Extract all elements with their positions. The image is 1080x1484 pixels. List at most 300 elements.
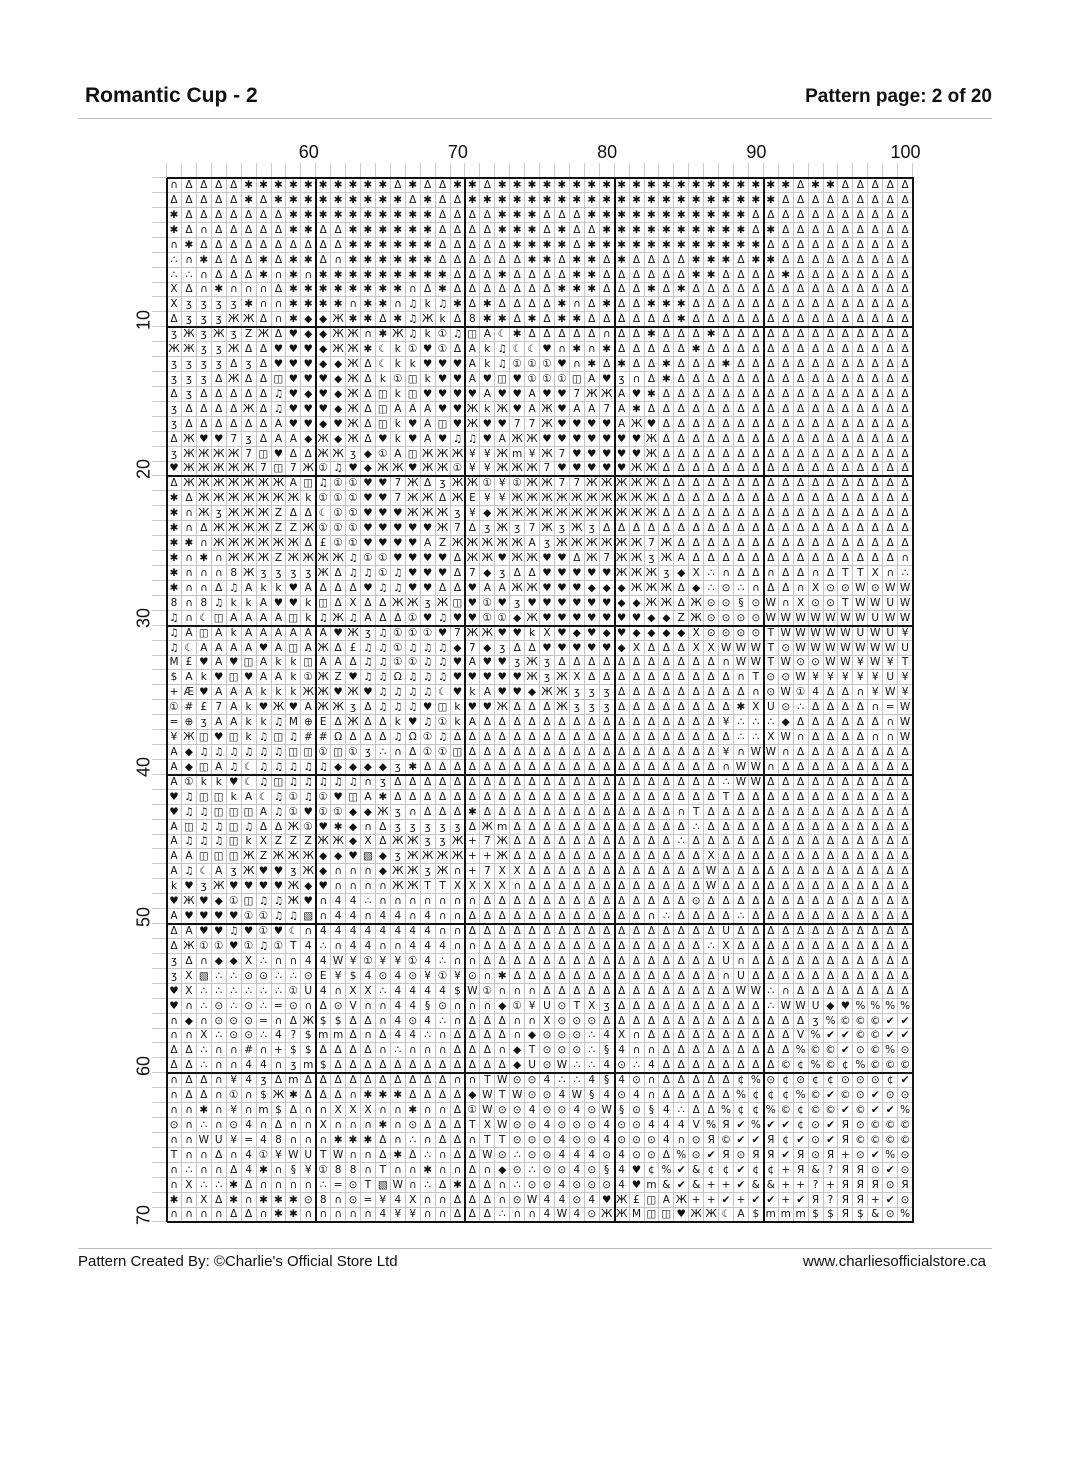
grid-cell: ⊙ bbox=[630, 1133, 645, 1148]
grid-cell: ∩ bbox=[450, 954, 465, 969]
grid-cell: ʒ bbox=[659, 566, 674, 581]
grid-cell: ʒ bbox=[167, 447, 182, 462]
grid-cell: Ж bbox=[271, 700, 286, 715]
grid-cell: A bbox=[585, 372, 600, 387]
blank-cell bbox=[152, 790, 167, 805]
grid-cell: ∩ bbox=[406, 894, 421, 909]
grid-cell: Δ bbox=[764, 1058, 779, 1073]
grid-cell: 4 bbox=[615, 1148, 630, 1163]
grid-cell: ∩ bbox=[436, 1043, 451, 1058]
grid-cell: Δ bbox=[823, 447, 838, 462]
grid-cell: Δ bbox=[525, 760, 540, 775]
grid-cell: ♫ bbox=[227, 924, 242, 939]
grid-cell: Δ bbox=[257, 402, 272, 417]
grid-cell: Δ bbox=[764, 834, 779, 849]
grid-cell: Δ bbox=[615, 864, 630, 879]
grid-cell: A bbox=[242, 611, 257, 626]
grid-cell: ✱ bbox=[659, 297, 674, 312]
grid-cell: Δ bbox=[764, 805, 779, 820]
grid-cell: Δ bbox=[644, 894, 659, 909]
grid-cell: ∩ bbox=[242, 1088, 257, 1103]
grid-cell: ♫ bbox=[316, 760, 331, 775]
grid-cell: ◆ bbox=[182, 760, 197, 775]
grid-cell: Δ bbox=[510, 790, 525, 805]
grid-cell: Δ bbox=[764, 282, 779, 297]
grid-cell: ⊙ bbox=[540, 1178, 555, 1193]
grid-cell: Δ bbox=[555, 894, 570, 909]
grid-cell: Δ bbox=[615, 805, 630, 820]
grid-cell: Δ bbox=[764, 849, 779, 864]
grid-cell: Δ bbox=[704, 984, 719, 999]
grid-cell: M bbox=[630, 1207, 645, 1222]
grid-cell: ⊙ bbox=[212, 1014, 227, 1029]
grid-cell: ① bbox=[510, 357, 525, 372]
grid-cell: ① bbox=[525, 372, 540, 387]
grid-cell: ① bbox=[286, 984, 301, 999]
grid-cell: ⊙ bbox=[868, 1163, 883, 1178]
grid-cell: ∩ bbox=[421, 1207, 436, 1222]
grid-cell: Ж bbox=[510, 536, 525, 551]
grid-cell: ✱ bbox=[212, 282, 227, 297]
grid-cell: X bbox=[465, 879, 480, 894]
grid-cell: ʒ bbox=[197, 372, 212, 387]
grid-cell: ✱ bbox=[734, 238, 749, 253]
grid-cell: Δ bbox=[540, 327, 555, 342]
grid-cell: Δ bbox=[883, 969, 898, 984]
grid-cell: Δ bbox=[689, 327, 704, 342]
grid-cell: Δ bbox=[898, 939, 913, 954]
grid-cell: ◫ bbox=[376, 387, 391, 402]
grid-cell: Δ bbox=[615, 327, 630, 342]
grid-cell: Δ bbox=[436, 775, 451, 790]
grid-cell: ∩ bbox=[450, 1014, 465, 1029]
grid-cell: ▧ bbox=[197, 969, 212, 984]
grid-cell: A bbox=[615, 387, 630, 402]
grid-cell: ✱ bbox=[809, 178, 824, 193]
grid-cell: ♥ bbox=[301, 402, 316, 417]
grid-cell: ⊙ bbox=[853, 1043, 868, 1058]
grid-cell: X bbox=[182, 984, 197, 999]
grid-cell: ʒ bbox=[510, 521, 525, 536]
blank-cell bbox=[152, 581, 167, 596]
grid-cell: W bbox=[779, 730, 794, 745]
grid-cell: ✔ bbox=[838, 1028, 853, 1043]
grid-cell: ① bbox=[436, 715, 451, 730]
grid-cell: ∩ bbox=[465, 999, 480, 1014]
grid-cell: Δ bbox=[600, 909, 615, 924]
grid-cell: Ж bbox=[480, 820, 495, 835]
grid-cell: W bbox=[555, 1207, 570, 1222]
grid-cell: Δ bbox=[421, 1088, 436, 1103]
grid-cell: ∩ bbox=[227, 282, 242, 297]
grid-cell: Ж bbox=[212, 461, 227, 476]
grid-cell: Ж bbox=[644, 447, 659, 462]
grid-cell: A bbox=[167, 820, 182, 835]
grid-cell: ∩ bbox=[212, 1073, 227, 1088]
grid-cell: ∩ bbox=[376, 879, 391, 894]
grid-cell: Δ bbox=[674, 506, 689, 521]
grid-cell: Δ bbox=[689, 297, 704, 312]
grid-cell: Δ bbox=[421, 790, 436, 805]
grid-cell: 7 bbox=[257, 461, 272, 476]
grid-cell: Δ bbox=[764, 432, 779, 447]
grid-cell: Δ bbox=[823, 775, 838, 790]
grid-cell: Δ bbox=[465, 297, 480, 312]
grid-cell: Δ bbox=[794, 387, 809, 402]
grid-cell: ✱ bbox=[525, 238, 540, 253]
grid-cell: Δ bbox=[570, 223, 585, 238]
grid-cell: Δ bbox=[197, 387, 212, 402]
grid-cell: ✔ bbox=[779, 1118, 794, 1133]
grid-cell: Δ bbox=[674, 1073, 689, 1088]
grid-cell: Δ bbox=[809, 372, 824, 387]
grid-cell: ① bbox=[406, 626, 421, 641]
grid-cell: ◆ bbox=[316, 327, 331, 342]
grid-cell: © bbox=[883, 1058, 898, 1073]
major-gridline bbox=[315, 178, 317, 1222]
grid-cell: ✱ bbox=[689, 223, 704, 238]
grid-cell: ◆ bbox=[779, 715, 794, 730]
grid-cell: Δ bbox=[615, 820, 630, 835]
grid-cell: ◆ bbox=[674, 626, 689, 641]
grid-cell: ∩ bbox=[570, 357, 585, 372]
grid-cell: ʒ bbox=[346, 700, 361, 715]
grid-cell: W bbox=[734, 760, 749, 775]
grid-cell: ◆ bbox=[525, 685, 540, 700]
grid-cell: ∩ bbox=[167, 1073, 182, 1088]
grid-cell: Δ bbox=[838, 864, 853, 879]
grid-cell: Ж bbox=[212, 327, 227, 342]
grid-cell: k bbox=[450, 715, 465, 730]
grid-cell: & bbox=[689, 1178, 704, 1193]
grid-cell: ⊙ bbox=[376, 969, 391, 984]
grid-cell: Δ bbox=[689, 909, 704, 924]
grid-cell: ♥ bbox=[450, 655, 465, 670]
grid-cell: Δ bbox=[704, 536, 719, 551]
grid-cell: ⊙ bbox=[704, 596, 719, 611]
grid-cell: ∩ bbox=[167, 178, 182, 193]
grid-cell: ✱ bbox=[555, 297, 570, 312]
grid-cell: X bbox=[331, 1103, 346, 1118]
grid-cell: ✱ bbox=[391, 312, 406, 327]
grid-cell: 4 bbox=[555, 1088, 570, 1103]
grid-cell: ʒ bbox=[286, 566, 301, 581]
grid-cell: ⊙ bbox=[540, 1028, 555, 1043]
grid-cell: ∩ bbox=[436, 909, 451, 924]
grid-cell: Δ bbox=[704, 1088, 719, 1103]
grid-cell: ⊙ bbox=[764, 685, 779, 700]
grid-cell: % bbox=[674, 1148, 689, 1163]
grid-cell: ✔ bbox=[794, 1193, 809, 1208]
grid-cell: Δ bbox=[510, 730, 525, 745]
grid-cell: Δ bbox=[809, 894, 824, 909]
grid-cell: T bbox=[838, 566, 853, 581]
grid-cell: X bbox=[704, 641, 719, 656]
grid-cell: Δ bbox=[868, 372, 883, 387]
grid-cell: Δ bbox=[689, 849, 704, 864]
grid-cell: ∴ bbox=[585, 1028, 600, 1043]
grid-cell: Δ bbox=[794, 357, 809, 372]
grid-cell: Ж bbox=[346, 417, 361, 432]
grid-cell: Δ bbox=[883, 909, 898, 924]
grid-cell: ∩ bbox=[212, 1043, 227, 1058]
grid-cell: Δ bbox=[615, 268, 630, 283]
grid-cell: ♥ bbox=[555, 566, 570, 581]
grid-cell: ∴ bbox=[525, 1163, 540, 1178]
grid-cell: ♫ bbox=[271, 894, 286, 909]
grid-cell: W bbox=[749, 760, 764, 775]
grid-cell: ♥ bbox=[465, 670, 480, 685]
blank-cell bbox=[152, 1028, 167, 1043]
grid-cell: Δ bbox=[764, 1043, 779, 1058]
grid-cell: Δ bbox=[853, 447, 868, 462]
grid-cell: ✔ bbox=[823, 1088, 838, 1103]
grid-cell: W bbox=[480, 1148, 495, 1163]
grid-cell: Δ bbox=[898, 924, 913, 939]
grid-cell: ♥ bbox=[450, 387, 465, 402]
grid-cell: ♥ bbox=[212, 924, 227, 939]
grid-cell: Δ bbox=[764, 775, 779, 790]
grid-cell: Ж bbox=[271, 476, 286, 491]
grid-cell: ⊙ bbox=[853, 1148, 868, 1163]
grid-cell: W bbox=[823, 626, 838, 641]
grid-cell: ◆ bbox=[644, 611, 659, 626]
grid-cell: Δ bbox=[764, 1028, 779, 1043]
grid-cell: ∩ bbox=[361, 775, 376, 790]
grid-cell: ∴ bbox=[376, 745, 391, 760]
grid-cell: Δ bbox=[749, 297, 764, 312]
grid-cell: ♥ bbox=[167, 461, 182, 476]
grid-cell: ◫ bbox=[197, 730, 212, 745]
grid-cell: ♫ bbox=[406, 685, 421, 700]
grid-cell: ✱ bbox=[585, 208, 600, 223]
grid-cell: ⊙ bbox=[853, 1118, 868, 1133]
grid-cell: ♫ bbox=[271, 760, 286, 775]
grid-cell: ◆ bbox=[376, 864, 391, 879]
grid-cell: A bbox=[585, 402, 600, 417]
grid-cell: 4 bbox=[242, 1148, 257, 1163]
grid-cell: ʒ bbox=[167, 402, 182, 417]
grid-cell: Ж bbox=[421, 461, 436, 476]
grid-cell: ♥ bbox=[450, 372, 465, 387]
grid-cell: ◆ bbox=[376, 760, 391, 775]
grid-cell: ◫ bbox=[227, 834, 242, 849]
grid-cell: ♫ bbox=[436, 670, 451, 685]
grid-cell: & bbox=[659, 1178, 674, 1193]
grid-cell: ∴ bbox=[227, 999, 242, 1014]
grid-cell: Δ bbox=[868, 491, 883, 506]
blank-cell bbox=[644, 163, 659, 178]
grid-cell: $ bbox=[271, 1103, 286, 1118]
grid-cell: ① bbox=[316, 790, 331, 805]
grid-cell: Δ bbox=[510, 849, 525, 864]
grid-cell: Δ bbox=[659, 939, 674, 954]
grid-cell: ◆ bbox=[301, 879, 316, 894]
grid-cell: Δ bbox=[644, 1014, 659, 1029]
grid-cell: ∩ bbox=[227, 1058, 242, 1073]
grid-cell: Δ bbox=[794, 506, 809, 521]
grid-cell: ✔ bbox=[838, 1043, 853, 1058]
grid-cell: 4 bbox=[570, 1103, 585, 1118]
grid-cell: Δ bbox=[585, 954, 600, 969]
grid-cell: Δ bbox=[450, 1028, 465, 1043]
grid-cell: Ж bbox=[585, 476, 600, 491]
grid-cell: ∩ bbox=[421, 1043, 436, 1058]
grid-cell: ◆ bbox=[823, 999, 838, 1014]
grid-cell: ① bbox=[331, 506, 346, 521]
grid-cell: k bbox=[301, 596, 316, 611]
grid-cell: ∩ bbox=[868, 730, 883, 745]
grid-cell: ✱ bbox=[689, 253, 704, 268]
grid-cell: A bbox=[242, 790, 257, 805]
grid-cell: 7 bbox=[525, 417, 540, 432]
grid-cell: ¢ bbox=[749, 1163, 764, 1178]
grid-cell: Δ bbox=[271, 1118, 286, 1133]
grid-cell: Ж bbox=[316, 551, 331, 566]
grid-cell: Δ bbox=[659, 700, 674, 715]
blank-cell bbox=[630, 163, 645, 178]
grid-cell: ∴ bbox=[794, 700, 809, 715]
grid-cell: ¥ bbox=[301, 1163, 316, 1178]
grid-cell: Δ bbox=[704, 1058, 719, 1073]
grid-cell: Я bbox=[719, 1148, 734, 1163]
grid-cell: X bbox=[495, 864, 510, 879]
grid-cell: ✱ bbox=[600, 193, 615, 208]
grid-cell: ✱ bbox=[286, 193, 301, 208]
grid-cell: ♥ bbox=[301, 894, 316, 909]
blank-cell bbox=[749, 163, 764, 178]
grid-cell: Δ bbox=[689, 551, 704, 566]
grid-cell: Ж bbox=[630, 581, 645, 596]
grid-cell: Ж bbox=[242, 506, 257, 521]
grid-cell: ¥ bbox=[227, 1103, 242, 1118]
grid-cell: 4 bbox=[540, 1073, 555, 1088]
grid-cell: Ж bbox=[689, 1207, 704, 1222]
grid-cell: Δ bbox=[465, 745, 480, 760]
grid-cell: ✱ bbox=[495, 312, 510, 327]
grid-cell: X bbox=[794, 596, 809, 611]
grid-cell: ① bbox=[316, 461, 331, 476]
grid-cell: ✱ bbox=[376, 223, 391, 238]
grid-cell: Δ bbox=[630, 924, 645, 939]
grid-cell: Δ bbox=[794, 954, 809, 969]
grid-cell: Δ bbox=[391, 611, 406, 626]
grid-cell: ♫ bbox=[361, 566, 376, 581]
grid-cell: ∩ bbox=[212, 1103, 227, 1118]
grid-cell: ♫ bbox=[197, 834, 212, 849]
grid-cell: Δ bbox=[450, 1207, 465, 1222]
grid-cell: M bbox=[286, 715, 301, 730]
grid-cell: ⊙ bbox=[227, 1028, 242, 1043]
grid-cell: 4 bbox=[659, 1133, 674, 1148]
grid-cell: Δ bbox=[764, 312, 779, 327]
grid-cell: W bbox=[898, 715, 913, 730]
grid-cell: Δ bbox=[600, 805, 615, 820]
grid-cell: = bbox=[242, 1133, 257, 1148]
grid-cell: ♥ bbox=[376, 506, 391, 521]
grid-cell: ♥ bbox=[436, 402, 451, 417]
grid-cell: ʒ bbox=[361, 745, 376, 760]
grid-cell: Δ bbox=[659, 1028, 674, 1043]
grid-cell: ♥ bbox=[600, 596, 615, 611]
grid-cell: ♥ bbox=[630, 1163, 645, 1178]
grid-cell: © bbox=[838, 1088, 853, 1103]
blank-cell bbox=[152, 268, 167, 283]
grid-cell: Δ bbox=[823, 506, 838, 521]
grid-cell: ʒ bbox=[585, 685, 600, 700]
grid-cell: ◆ bbox=[316, 864, 331, 879]
grid-cell: ✱ bbox=[689, 342, 704, 357]
grid-cell: Ж bbox=[376, 805, 391, 820]
grid-cell: ✱ bbox=[331, 282, 346, 297]
grid-cell: Δ bbox=[823, 342, 838, 357]
grid-cell: Δ bbox=[630, 775, 645, 790]
grid-cell: Ж bbox=[346, 372, 361, 387]
grid-cell: ⊕ bbox=[182, 715, 197, 730]
grid-cell: 4 bbox=[391, 1028, 406, 1043]
grid-cell: ① bbox=[794, 685, 809, 700]
grid-cell: ♥ bbox=[495, 655, 510, 670]
grid-cell: ♥ bbox=[421, 581, 436, 596]
grid-cell: ✱ bbox=[689, 193, 704, 208]
blank-cell bbox=[152, 536, 167, 551]
grid-cell: ◆ bbox=[316, 417, 331, 432]
grid-cell: ∩ bbox=[182, 596, 197, 611]
grid-cell: Δ bbox=[719, 1088, 734, 1103]
grid-cell: ∩ bbox=[376, 999, 391, 1014]
grid-cell: Ж bbox=[436, 864, 451, 879]
grid-cell: & bbox=[749, 1178, 764, 1193]
grid-cell: ∴ bbox=[212, 1028, 227, 1043]
grid-cell: Δ bbox=[674, 760, 689, 775]
grid-cell: Δ bbox=[674, 596, 689, 611]
grid-cell: ⊙ bbox=[585, 1133, 600, 1148]
grid-cell: W bbox=[898, 700, 913, 715]
row-number-label: 10 bbox=[133, 309, 154, 330]
grid-cell: ∩ bbox=[794, 581, 809, 596]
grid-cell: Ж bbox=[540, 417, 555, 432]
grid-cell: Δ bbox=[540, 939, 555, 954]
grid-cell: ◫ bbox=[436, 417, 451, 432]
grid-cell: ✱ bbox=[495, 193, 510, 208]
grid-cell: Δ bbox=[615, 909, 630, 924]
grid-cell: W bbox=[823, 655, 838, 670]
grid-cell: Δ bbox=[644, 834, 659, 849]
grid-cell: ♥ bbox=[615, 626, 630, 641]
grid-cell: A bbox=[391, 447, 406, 462]
grid-cell: ∩ bbox=[465, 954, 480, 969]
grid-cell: ♫ bbox=[436, 297, 451, 312]
grid-cell: ① bbox=[436, 745, 451, 760]
grid-cell: ∩ bbox=[674, 1133, 689, 1148]
grid-cell: k bbox=[271, 581, 286, 596]
grid-cell: Δ bbox=[659, 849, 674, 864]
grid-cell: Δ bbox=[674, 357, 689, 372]
grid-cell: ✱ bbox=[644, 387, 659, 402]
grid-cell: Δ bbox=[510, 700, 525, 715]
grid-cell: A bbox=[465, 357, 480, 372]
grid-cell: m bbox=[257, 1103, 272, 1118]
grid-cell: Ж bbox=[450, 536, 465, 551]
grid-cell: Δ bbox=[749, 536, 764, 551]
major-gridline bbox=[763, 178, 765, 1222]
grid-cell: Δ bbox=[704, 954, 719, 969]
grid-cell: ∩ bbox=[391, 1103, 406, 1118]
grid-cell: W bbox=[749, 745, 764, 760]
grid-cell: ✱ bbox=[689, 238, 704, 253]
grid-cell: ∩ bbox=[197, 282, 212, 297]
grid-cell: Я bbox=[838, 1178, 853, 1193]
